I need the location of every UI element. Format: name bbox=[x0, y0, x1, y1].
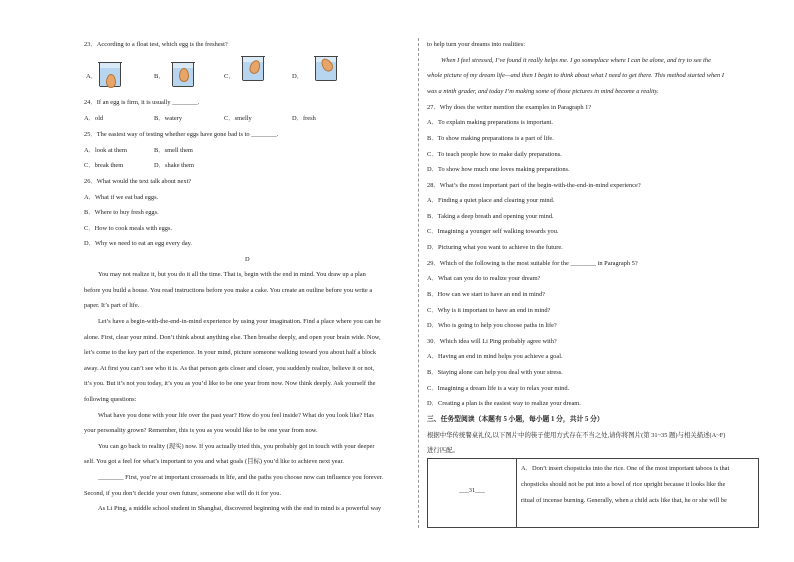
passage-line: before you build a house. You read instructions before you make a cake. You create an outline before you write a bbox=[84, 287, 373, 294]
passage-line: paper. It’s part of life. bbox=[84, 302, 140, 309]
q27-option-d: D．To show how much one loves making preparations. bbox=[427, 166, 570, 173]
quote-line: whole picture of my dream life—and then I begin to think about what I need to get there. This method started when I bbox=[427, 72, 724, 79]
quote-line: was a ninth grader, and today I’m making some of those pictures in mind become a reality. bbox=[427, 88, 659, 95]
passage-line: ________ First, you’re at important crossroads in life, and the paths you choose now can influence you forever. bbox=[98, 474, 384, 481]
description-a-line: A．Don’t insert chopsticks into the rice. One of the most important taboos is that bbox=[521, 465, 730, 472]
column-divider bbox=[418, 38, 419, 528]
q24-option-b: B．watery bbox=[154, 115, 183, 122]
q25-option-d: D．shake them bbox=[154, 162, 194, 169]
q29-option-a: A．What can you do to realize your dream? bbox=[427, 275, 541, 282]
passage-line: your personality grown? Remember, this is you as you would like to be one year from now. bbox=[84, 427, 318, 434]
q24-option-a: A．old bbox=[84, 115, 104, 122]
q24-option-d: D．fresh bbox=[292, 115, 316, 122]
passage-line: it’s you. But it’s not you today, it’s you as you’d like to be one year from now. Now think deeply. Ask yourself the bbox=[84, 380, 376, 387]
passage-line: following questions: bbox=[84, 396, 137, 403]
q30-option-a: A．Having an end in mind helps you achieve a goal. bbox=[427, 353, 563, 360]
passage-line: alone. First, clear your mind. Don’t think about anything else. Then breathe deeply, and open your brain wide. Now, bbox=[84, 334, 381, 341]
q26-option-d: D．Why we need to eat an egg every day. bbox=[84, 240, 193, 247]
q27-option-c: C．To teach people how to make daily preparations. bbox=[427, 151, 562, 158]
q28-option-d: D．Picturing what you want to achieve in the future. bbox=[427, 244, 563, 251]
q28-option-b: B．Taking a deep breath and opening your mind. bbox=[427, 213, 554, 220]
q27-option-a: A．To explain making preparations is important. bbox=[427, 119, 553, 126]
passage-line: Second, if you don’t decide your own future, someone else will do it for you. bbox=[84, 490, 282, 497]
section-3-instruction: 进行匹配。 bbox=[427, 447, 459, 454]
question-29: 29．Which of the following is the most suitable for the ________ in Paragraph 5? bbox=[427, 260, 638, 267]
q23-option-c-label: C． bbox=[224, 73, 235, 80]
question-27: 27．Why does the writer mention the examples in Paragraph 1? bbox=[427, 104, 592, 111]
section-d-heading: D bbox=[245, 256, 250, 263]
question-26: 26．What would the text talk about next? bbox=[84, 178, 192, 185]
q25-option-c: C．break them bbox=[84, 162, 124, 169]
section-3-title: 三、任务型阅读（本题有 5 小题，每小题 1 分，共计 5 分） bbox=[427, 416, 604, 423]
q30-option-d: D．Creating a plan is the easiest way to realize your dream. bbox=[427, 400, 581, 407]
q29-option-d: D．Who is going to help you choose paths in life? bbox=[427, 322, 557, 329]
passage-line: let’s come to the key part of the experience. In your mind, picture someone walking toward you about half a block bbox=[84, 349, 377, 356]
q30-option-b: B．Staying alone can help you deal with your stress. bbox=[427, 369, 563, 376]
passage-line: What have you done with your life over the past year? How do you feel inside? What do you look like? Has bbox=[98, 412, 374, 419]
beaker-b-image bbox=[172, 62, 194, 87]
description-a-line: ritual of incense burning. Generally, when a child acts like that, he or she will be bbox=[521, 497, 727, 504]
passage-line: away. At first you can’t see who it is. As that person gets closer and closer, you suddenly realize, believe it or not, bbox=[84, 365, 375, 372]
passage-line: As Li Ping, a middle school student in Shanghai, discovered beginning with the end in mind is a powerful way bbox=[98, 505, 382, 512]
passage-line: Let’s have a begin-with-the-end-in-mind experience by using your imagination. Find a place where you can be bbox=[98, 318, 381, 325]
description-a-line: chopsticks should not be put into a bowl of rice upright because it looks like the bbox=[521, 481, 726, 488]
blank-31[interactable]: ___31___ bbox=[459, 487, 485, 494]
q24-option-c: C．smelly bbox=[224, 115, 252, 122]
question-25: 25．The easiest way of testing whether eggs have gone bad is to ________. bbox=[84, 131, 279, 138]
beaker-d-image bbox=[315, 56, 337, 81]
question-30: 30．Which idea will Li Ping probably agree with? bbox=[427, 338, 557, 345]
table-divider bbox=[516, 459, 517, 527]
question-24: 24．If an egg is firm, it is usually ________. bbox=[84, 99, 200, 106]
passage-line: self. You got a feel for what’s important to you and what goals (目标) you’d like to achieve next year. bbox=[84, 458, 344, 465]
passage-line: You can go back to reality (现实) now. If you actually tried this, you probably got in touch with your deeper bbox=[98, 443, 375, 450]
q26-option-a: A．What if we eat bad eggs. bbox=[84, 194, 159, 201]
q28-option-c: C．Imagining a younger self walking towards you. bbox=[427, 228, 559, 235]
q23-option-d-label: D． bbox=[292, 73, 304, 80]
q28-option-a: A．Finding a quiet place and clearing your mind. bbox=[427, 197, 555, 204]
q25-option-a: A．look at them bbox=[84, 147, 127, 154]
q23-option-a-label: A． bbox=[86, 73, 98, 80]
question-28: 28．What’s the most important part of the begin-with-the-end-in-mind experience? bbox=[427, 182, 641, 189]
q29-option-c: C．Why is it important to have an end in mind? bbox=[427, 307, 551, 314]
q25-option-b: B．smell them bbox=[154, 147, 193, 154]
passage-line: You may not realize it, but you do it all the time. That is, begin with the end in mind. You draw up a plan bbox=[98, 271, 366, 278]
quote-line: When I feel stressed, I’ve found it really helps me. I go someplace where I can be alone, and try to see the bbox=[441, 57, 711, 64]
q26-option-c: C．How to cook meals with eggs. bbox=[84, 225, 173, 232]
section-3-instruction: 根据中华传统餐桌礼仪,以下图片中的筷子使用方式存在不当之处,请你将图片(第 31~35 题)与相关描述(A~F) bbox=[427, 432, 726, 439]
q23-option-b-label: B． bbox=[154, 73, 165, 80]
beaker-c-image bbox=[242, 56, 264, 81]
question-23: 23．According to a float test, which egg is the freshest? bbox=[84, 41, 228, 48]
q30-option-c: C．Imagining a dream life is a way to relax your mind. bbox=[427, 385, 570, 392]
matching-table bbox=[427, 458, 759, 528]
beaker-a-image bbox=[99, 62, 121, 87]
q27-option-b: B．To show making preparations is a part of life. bbox=[427, 135, 554, 142]
passage-continuation: to help turn your dreams into realities: bbox=[427, 41, 525, 48]
q26-option-b: B．Where to buy fresh eggs. bbox=[84, 209, 159, 216]
q29-option-b: B．How can we start to have an end in mind? bbox=[427, 291, 546, 298]
